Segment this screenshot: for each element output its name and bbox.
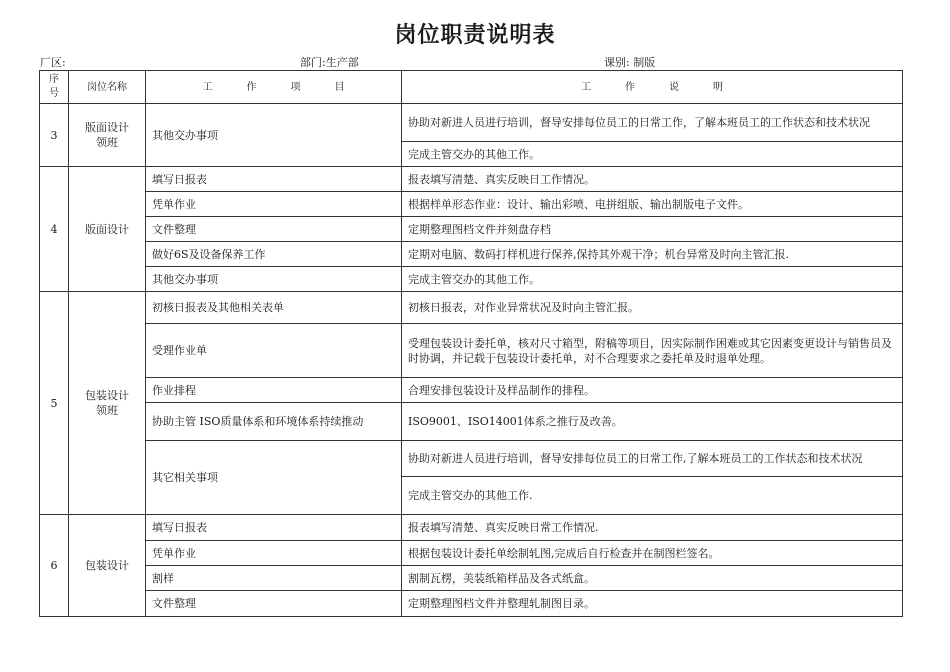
header-item xyxy=(146,71,402,104)
position-name xyxy=(69,292,146,515)
position-name-line: 版面设计 xyxy=(85,121,129,134)
work-description: 协助对新进人员进行培训，督导安排每位员工的日常工作，了解本班员工的工作状态和技术状况 xyxy=(402,104,903,142)
work-description: ISO9001、ISO14001体系之推行及改善。 xyxy=(402,403,903,441)
position-name-line: 包装设计 xyxy=(85,389,129,402)
work-item: 作业排程 xyxy=(146,378,402,403)
work-item: 文件整理 xyxy=(146,217,402,242)
header-desc-char: 工 xyxy=(581,81,591,93)
header-no-2: 号 xyxy=(49,88,59,99)
position-name: 版面设计 xyxy=(69,167,146,292)
work-item: 做好6S及设备保养工作 xyxy=(146,242,402,267)
work-description: 根据包装设计委托单绘制轧图,完成后自行检查并在制图栏签名。 xyxy=(402,541,903,566)
work-item: 填写日报表 xyxy=(146,515,402,541)
work-item: 初核日报表及其他相关表单 xyxy=(146,292,402,324)
table-row xyxy=(40,591,903,617)
table-row xyxy=(40,192,903,217)
section-label: 课别: 制版 xyxy=(604,56,656,69)
work-description: 定期整理图档文件并整理轧制图目录。 xyxy=(402,591,903,617)
work-description: 根据样单形态作业：设计、输出彩喷、电拼组版、输出制版电子文件。 xyxy=(402,192,903,217)
table-row xyxy=(40,167,903,192)
table-row xyxy=(40,403,903,441)
position-name-line: 领班 xyxy=(96,136,118,149)
work-description: 报表填写清楚、真实反映日常工作情况. xyxy=(402,515,903,541)
position-name: 包装设计 xyxy=(69,515,146,617)
header-item-char: 目 xyxy=(334,81,345,93)
table-row xyxy=(40,104,903,142)
row-number: 4 xyxy=(40,167,69,292)
table-row xyxy=(40,292,903,324)
work-item: 凭单作业 xyxy=(146,541,402,566)
department-label: 部门:生产部 xyxy=(300,56,359,69)
position-name-line: 领班 xyxy=(96,404,118,417)
header-item-char: 工 xyxy=(202,81,213,93)
work-description: 完成主管交办的其他工作。 xyxy=(402,267,903,292)
table-row xyxy=(40,441,903,477)
work-item: 协助主管 ISO质量体系和环境体系持续推动 xyxy=(146,403,402,441)
work-item: 其他交办事项 xyxy=(146,267,402,292)
header-desc-char: 作 xyxy=(625,81,635,93)
table-row xyxy=(40,267,903,292)
work-description: 割制瓦楞，美装纸箱样品及各式纸盒。 xyxy=(402,566,903,591)
header-desc-char: 说 xyxy=(669,81,679,93)
row-number: 3 xyxy=(40,104,69,167)
work-description: 受理包装设计委托单，核对尺寸箱型，附稿等项目，因实际制作困难或其它因素变更设计与销售员及时协调，并记载于包装设计委托单，对不合理要求之委托单及时退单处理。 xyxy=(402,324,903,378)
header-item-char: 作 xyxy=(246,81,257,93)
work-item: 凭单作业 xyxy=(146,192,402,217)
work-description: 完成主管交办的其他工作. xyxy=(402,477,903,515)
header-position: 岗位名称 xyxy=(69,71,146,104)
work-description: 合理安排包装设计及样品制作的排程。 xyxy=(402,378,903,403)
work-item: 其它相关事项 xyxy=(146,441,402,515)
work-description: 定期对电脑、数码打样机进行保养,保持其外观干净；机台异常及时向主管汇报. xyxy=(402,242,903,267)
factory-label: 厂区: xyxy=(40,56,66,69)
header-no xyxy=(40,71,69,104)
position-name xyxy=(69,104,146,167)
page-title: 岗位职责说明表 xyxy=(394,23,556,48)
table-row xyxy=(40,541,903,566)
table-row xyxy=(40,515,903,541)
header-no-1: 序 xyxy=(49,74,59,85)
table-row xyxy=(40,566,903,591)
work-description: 协助对新进人员进行培训，督导安排每位员工的日常工作,了解本班员工的工作状态和技术状况 xyxy=(402,441,903,477)
work-description: 初核日报表，对作业异常状况及时向主管汇报。 xyxy=(402,292,903,324)
table-row xyxy=(40,242,903,267)
work-item: 其他交办事项 xyxy=(146,104,402,167)
header-item-char: 项 xyxy=(290,81,301,93)
work-item: 文件整理 xyxy=(146,591,402,617)
table-row xyxy=(40,324,903,378)
work-description: 报表填写清楚、真实反映日工作情况。 xyxy=(402,167,903,192)
header-desc xyxy=(402,71,903,104)
work-item: 受理作业单 xyxy=(146,324,402,378)
table-row xyxy=(40,217,903,242)
header-row xyxy=(40,71,903,104)
row-number: 6 xyxy=(40,515,69,617)
row-number: 5 xyxy=(40,292,69,515)
work-item: 割样 xyxy=(146,566,402,591)
work-description: 完成主管交办的其他工作。 xyxy=(402,142,903,167)
work-description: 定期整理图档文件并刻盘存档 xyxy=(402,217,903,242)
work-item: 填写日报表 xyxy=(146,167,402,192)
header-desc-char: 明 xyxy=(713,81,723,93)
duty-table xyxy=(39,70,903,617)
table-row xyxy=(40,378,903,403)
